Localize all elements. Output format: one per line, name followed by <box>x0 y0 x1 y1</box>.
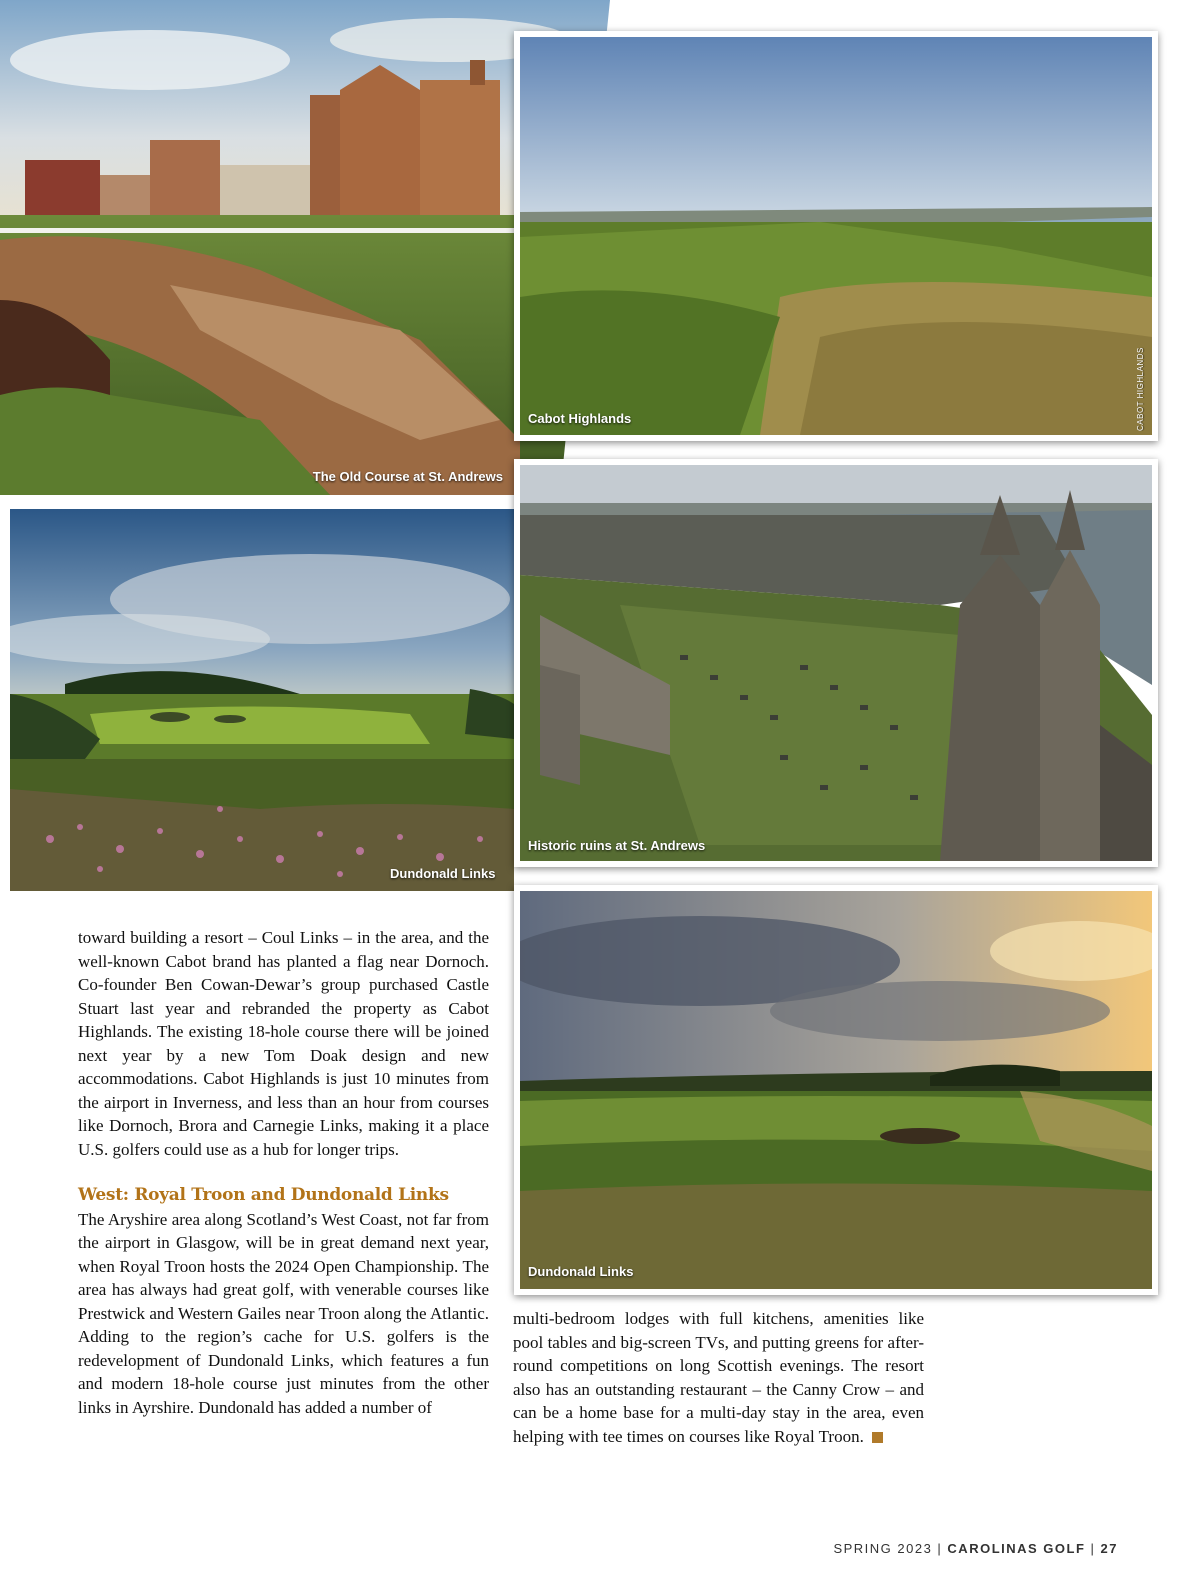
page-number: 27 <box>1100 1541 1118 1556</box>
photo-credit-cabot: CABOT HIGHLANDS <box>1136 347 1145 431</box>
photo-dundonald-top <box>10 509 514 891</box>
issue-season: SPRING 2023 <box>833 1541 933 1556</box>
article-paragraph: toward building a resort – Coul Links – in the area, and the well-known Cabot brand has planted a flag near Dornoch. Co-founder Ben Cowan-Dewar’s group purchased Castle Stuart last year and rebranded the property as Cabot Highlands. The existing 18-hole course there will be joined next year by a new Tom Doak design and new accommodations. Cabot Highlands is just 10 minutes from the airport in Inverness, and less than an hour from courses like Dornoch, Brora and Carnegie Links, making it a place U.S. golfers could use as a hub for longer trips. <box>78 928 489 1159</box>
photo-dundonald-bottom <box>514 885 1158 1295</box>
page-folio: SPRING 2023 | CAROLINAS GOLF | 27 <box>833 1541 1118 1556</box>
photo-historic-ruins <box>514 459 1158 867</box>
caption-cabot-highlands: Cabot Highlands <box>528 411 632 426</box>
caption-historic-ruins: Historic ruins at St. Andrews <box>528 838 706 853</box>
end-mark-icon <box>872 1432 883 1443</box>
section-subhead: West: Royal Troon and Dundonald Links <box>78 1185 449 1205</box>
article-column-2 <box>513 1307 924 1448</box>
caption-dundonald-bottom: Dundonald Links <box>528 1264 634 1279</box>
article-column-1 <box>78 926 489 1419</box>
caption-dundonald-top: Dundonald Links <box>390 866 496 881</box>
article-paragraph: The Aryshire area along Scotland’s West Coast, not far from the airport in Glasgow, will be in great demand next year, when Royal Troon hosts the 2024 Open Championship. The area has always had great golf, with venerable courses like Prestwick and Western Gailes near Troon along the Atlantic. Adding to the region’s cache for U.S. golfers is the redevelopment of Dundonald Links, which features a fun and modern 18-hole course just minutes from the other links in Ayrshire. Dundonald has added a number of <box>78 1209 489 1417</box>
article-paragraph-text: multi-bedroom lodges with full kitchens, amenities like pool tables and big-screen TVs, and putting greens for after-round competitions on long Scottish evenings. The resort also has an outstanding restaurant – the Canny Crow – and can be a home base for a multi-day stay in the area, even helping with tee times on courses like Royal Troon. <box>513 1309 924 1446</box>
article-paragraph <box>513 1307 924 1448</box>
caption-old-course: The Old Course at St. Andrews <box>312 469 503 484</box>
photo-cabot-highlands <box>514 31 1158 441</box>
magazine-name: CAROLINAS GOLF <box>947 1541 1086 1556</box>
